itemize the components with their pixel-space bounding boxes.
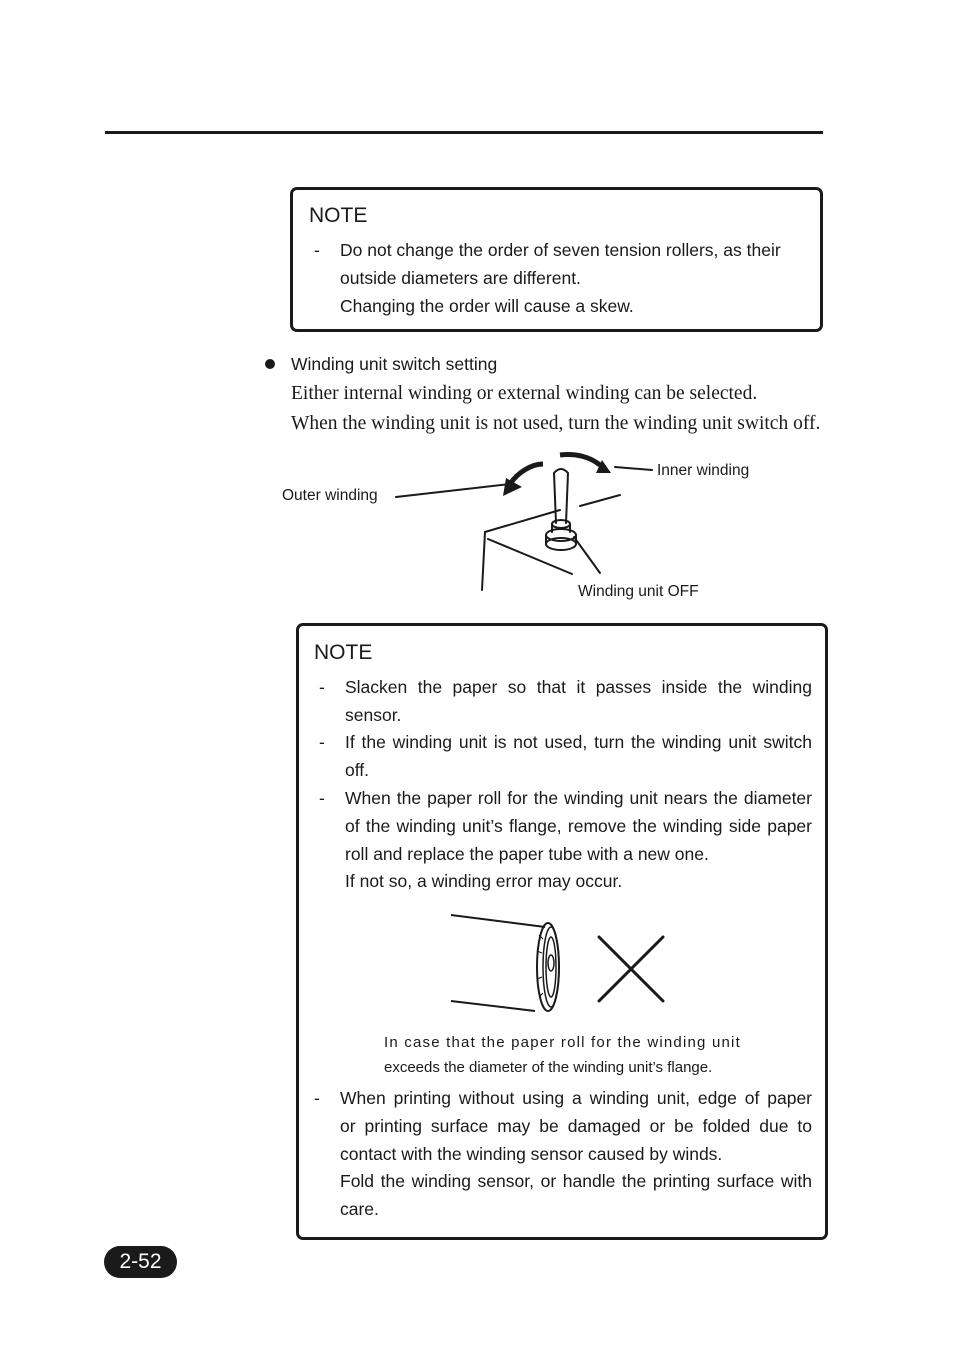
note-title: NOTE bbox=[314, 641, 373, 664]
text-line: off. bbox=[345, 759, 370, 780]
dash-marker: - bbox=[314, 1088, 320, 1108]
winding-off-label: Winding unit OFF bbox=[578, 583, 699, 600]
note-item-text bbox=[340, 237, 810, 320]
page-number-badge: 2-52 bbox=[104, 1246, 177, 1278]
text-line: Slacken the paper so that it passes inside the winding bbox=[345, 677, 812, 697]
note-title: NOTE bbox=[309, 204, 368, 227]
text-line: sensor. bbox=[345, 704, 402, 725]
section-heading: Winding unit switch setting bbox=[291, 354, 498, 374]
inner-winding-label: Inner winding bbox=[657, 462, 750, 479]
note-item-text bbox=[340, 1085, 812, 1224]
bullet-icon bbox=[265, 359, 275, 369]
caption-line: In case that the paper roll for the winding unit bbox=[384, 1034, 741, 1051]
text-line: Do not change the order of seven tension rollers, as their bbox=[340, 240, 781, 260]
text-line: contact with the winding sensor caused by winds. bbox=[340, 1143, 723, 1164]
dash-marker: - bbox=[319, 677, 325, 697]
text-line: outside diameters are different. bbox=[340, 267, 581, 288]
note-item-text bbox=[345, 674, 812, 730]
dash-marker: - bbox=[319, 788, 325, 808]
dash-marker: - bbox=[319, 732, 325, 752]
caption-line: exceeds the diameter of the winding unit’s flange. bbox=[384, 1059, 713, 1076]
paper-roll-illustration bbox=[445, 905, 675, 1025]
text-line: When the paper roll for the winding unit nears the diameter bbox=[345, 788, 812, 808]
text-line: roll and replace the paper tube with a new one. bbox=[345, 843, 709, 864]
text-line: If not so, a winding error may occur. bbox=[345, 871, 623, 892]
text-line: Changing the order will cause a skew. bbox=[340, 295, 634, 316]
text-line: If the winding unit is not used, turn the winding unit switch bbox=[345, 732, 812, 752]
text-line: care. bbox=[340, 1199, 379, 1220]
dash-marker: - bbox=[314, 240, 320, 260]
note-item-text bbox=[345, 729, 812, 785]
note-item-text bbox=[345, 785, 812, 896]
text-line: When printing without using a winding unit, edge of paper bbox=[340, 1088, 812, 1108]
text-line: of the winding unit’s flange, remove the winding side paper bbox=[345, 815, 812, 836]
text-line: or printing surface may be damaged or be folded due to bbox=[340, 1115, 812, 1136]
cross-icon bbox=[599, 937, 663, 1001]
body-line: When the winding unit is not used, turn the winding unit switch off. bbox=[291, 413, 821, 434]
outer-winding-label: Outer winding bbox=[282, 487, 378, 504]
text-line: Fold the winding sensor, or handle the printing surface with bbox=[340, 1171, 812, 1192]
header-rule bbox=[105, 131, 823, 134]
body-line: Either internal winding or external winding can be selected. bbox=[291, 383, 758, 404]
